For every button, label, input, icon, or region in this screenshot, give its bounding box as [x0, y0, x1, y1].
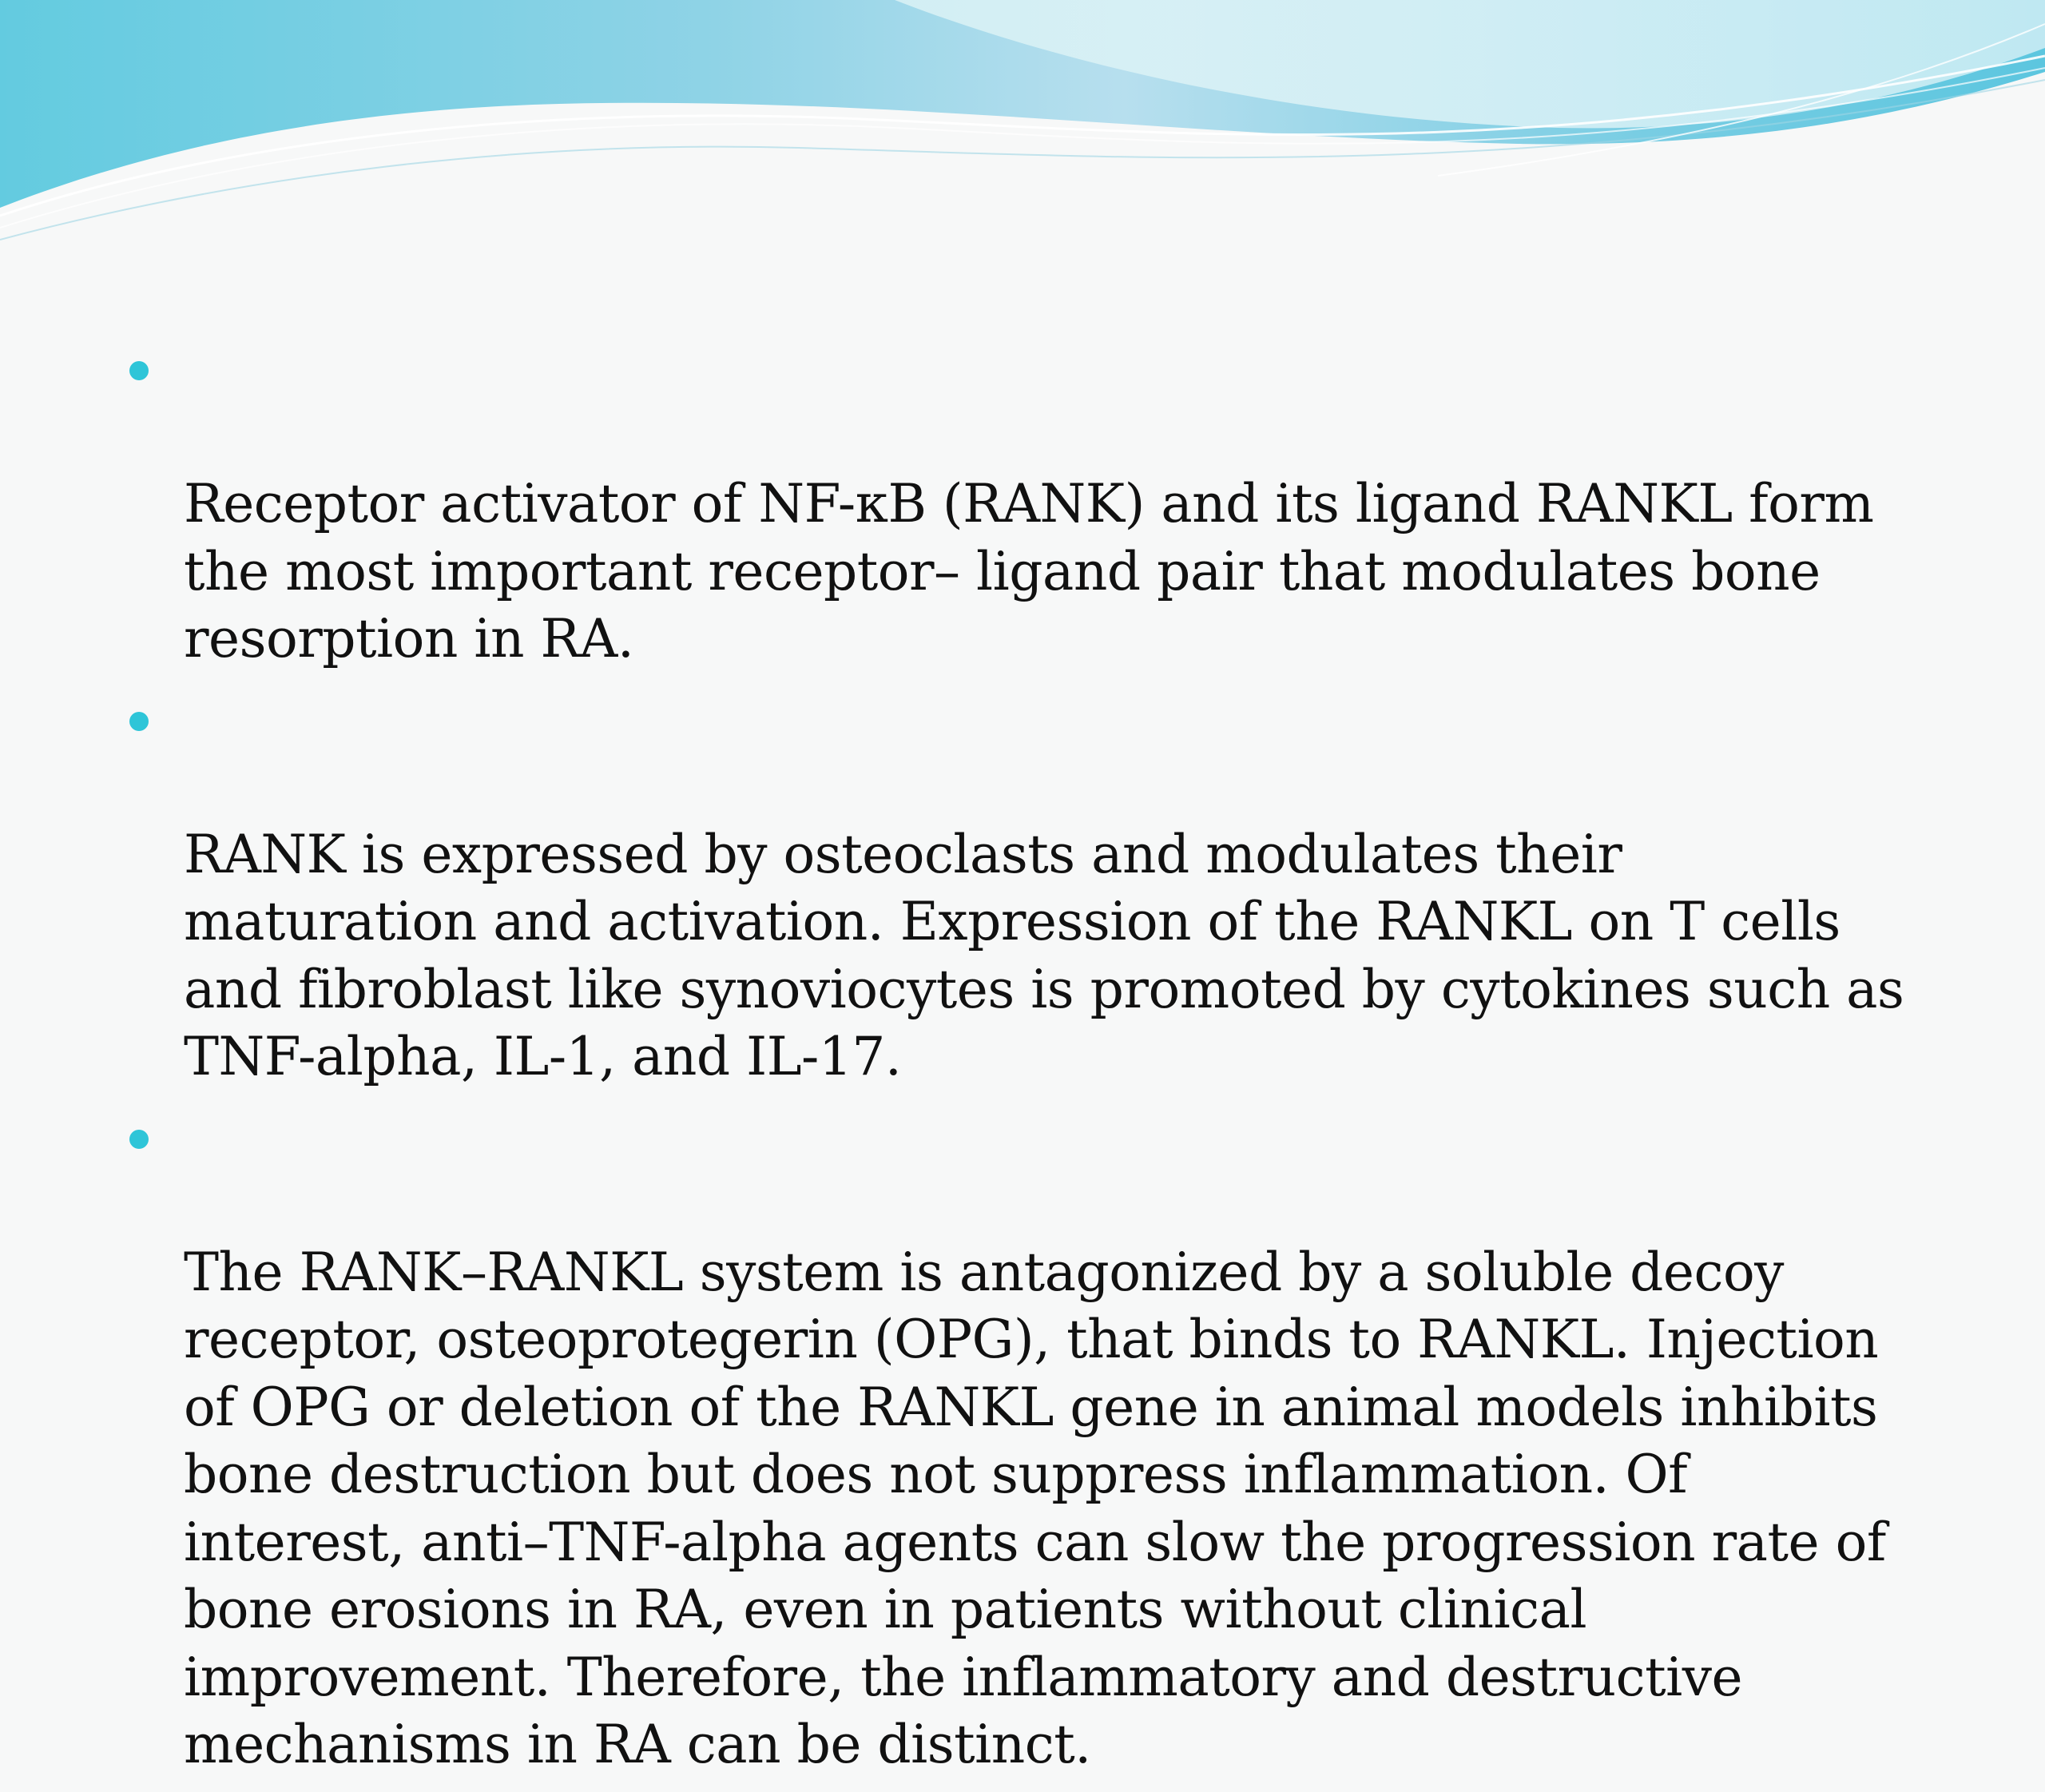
- bullet-list: [126, 336, 1932, 1792]
- bullet-text: Receptor activator of NF-κB (RANK) and its ligand RANKL form the most important receptor– ligand pair that modulates bone resorption in RA.: [184, 473, 1874, 670]
- bullet-dot-icon: [129, 1130, 149, 1149]
- bullet-text: RANK is expressed by osteoclasts and modulates their maturation and activation. Expression of the RANKL on T cells and fibroblast like synoviocytes is promoted by cytokines such as TNF-alpha, IL-1, and IL-17.: [184, 823, 1904, 1087]
- bullet-item: [126, 686, 1932, 1091]
- bullet-dot-icon: [129, 361, 149, 380]
- bullet-item: [126, 336, 1932, 673]
- bullet-dot-icon: [129, 712, 149, 731]
- header-wave-decoration: [0, 0, 2045, 256]
- bullet-text: The RANK–RANKL system is antagonized by a soluble decoy receptor, osteoprotegerin (OPG), that binds to RANKL. Injection of OPG or deletion of the RANKL gene in animal models inhibits bone destruction but does not suppress inflammation. Of interest, anti–TNF-alpha agents can slow the progression rate of bone erosions in RA, even in patients without clinical improvement. Therefore, the inflammatory and destructive mechanisms in RA can be distinct.: [184, 1241, 1886, 1775]
- bullet-item: [126, 1104, 1932, 1779]
